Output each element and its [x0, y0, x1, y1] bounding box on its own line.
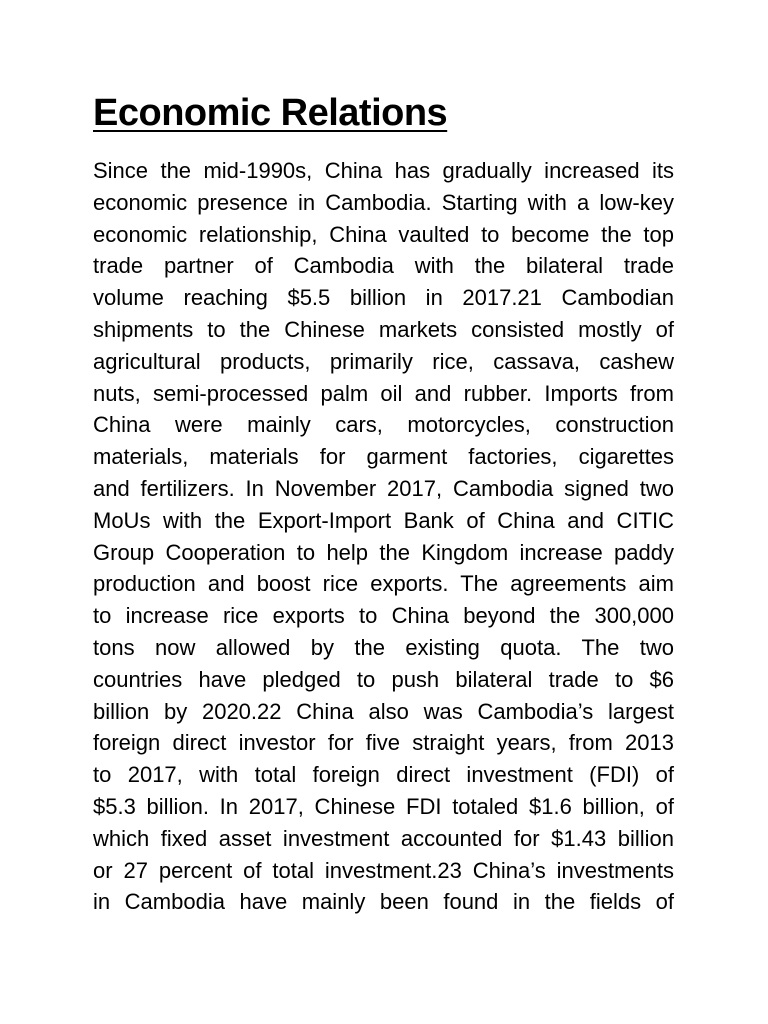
paragraph-line: which fixed asset investment accounted for $1.43 billion — [93, 825, 674, 851]
paragraph-line: countries have pledged to push bilateral trade to $6 — [93, 666, 674, 692]
paragraph-line: and fertilizers. In November 2017, Cambodia signed two — [93, 475, 674, 501]
paragraph-line: economic presence in Cambodia. Starting with a low-key — [93, 189, 674, 215]
paragraph-line: economic relationship, China vaulted to become the top — [93, 221, 674, 247]
paragraph-line: agricultural products, primarily rice, cassava, cashew — [93, 348, 674, 374]
paragraph-line: China were mainly cars, motorcycles, construction — [93, 412, 674, 438]
paragraph-line: to 2017, with total foreign direct investment (FDI) of — [93, 762, 674, 788]
paragraph-line: MoUs with the Export-Import Bank of China and CITIC — [93, 507, 674, 533]
paragraph-line: tons now allowed by the existing quota. The two — [93, 634, 674, 660]
paragraph-line: $5.3 billion. In 2017, Chinese FDI totaled $1.6 billion, of — [93, 793, 674, 819]
paragraph-line: billion by 2020.22 China also was Cambodia’s largest — [93, 698, 674, 724]
paragraph-line: trade partner of Cambodia with the bilateral trade — [93, 253, 674, 279]
paragraph-line: foreign direct investor for five straight years, from 2013 — [93, 730, 674, 756]
paragraph-line: materials, materials for garment factories, cigarettes — [93, 444, 674, 470]
body-paragraph — [93, 155, 674, 918]
section-heading: Economic Relations — [93, 92, 448, 134]
paragraph-line: in Cambodia have mainly been found in the fields of — [93, 889, 674, 915]
paragraph-line: nuts, semi-processed palm oil and rubber. Imports from — [93, 380, 674, 406]
paragraph-line: volume reaching $5.5 billion in 2017.21 Cambodian — [93, 285, 674, 311]
paragraph-line: Group Cooperation to help the Kingdom increase paddy — [93, 539, 674, 565]
paragraph-line: Since the mid-1990s, China has gradually increased its — [93, 158, 674, 183]
paragraph-line: shipments to the Chinese markets consisted mostly of — [93, 316, 674, 342]
paragraph-line: or 27 percent of total investment.23 China’s investments — [93, 857, 674, 883]
paragraph-line: production and boost rice exports. The agreements aim — [93, 571, 674, 597]
paragraph-line: to increase rice exports to China beyond the 300,000 — [93, 603, 674, 629]
